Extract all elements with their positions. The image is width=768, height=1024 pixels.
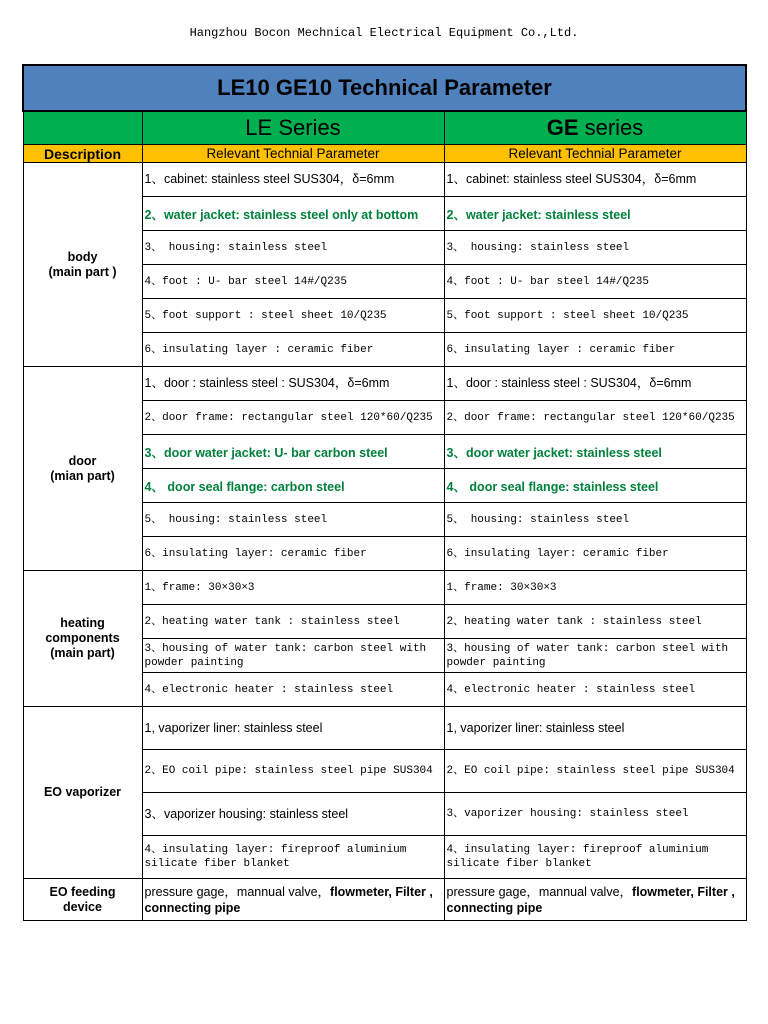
le-cell: 1、cabinet: stainless steel SUS304，δ=6mm	[142, 163, 444, 197]
le-cell: 2、EO coil pipe: stainless steel pipe SUS304	[142, 750, 444, 793]
group-door-line1: door	[68, 453, 97, 468]
ge-cell: 6、insulating layer : ceramic fiber	[444, 333, 746, 367]
ge-cell: 5、 housing: stainless steel	[444, 503, 746, 537]
ge-param-header: Relevant Technial Parameter	[444, 145, 746, 163]
le-cell: 6、insulating layer : ceramic fiber	[142, 333, 444, 367]
group-heating	[23, 571, 142, 707]
group-body	[23, 163, 142, 367]
le-cell: 5、 housing: stainless steel	[142, 503, 444, 537]
ge-cell: 6、insulating layer: ceramic fiber	[444, 537, 746, 571]
header-row	[23, 145, 746, 163]
ge-cell: 1, vaporizer liner: stainless steel	[444, 707, 746, 750]
le-cell: 1, vaporizer liner: stainless steel	[142, 707, 444, 750]
le-cell: 1、frame: 30×30×3	[142, 571, 444, 605]
ge-cell: 4、 door seal flange: stainless steel	[444, 469, 746, 503]
le-cell: 2、heating water tank : stainless steel	[142, 605, 444, 639]
ge-cell: 2、door frame: rectangular steel 120*60/Q235	[444, 401, 746, 435]
ge-cell: 1、cabinet: stainless steel SUS304，δ=6mm	[444, 163, 746, 197]
ge-series-heading	[444, 111, 746, 145]
series-blank-cell	[23, 111, 142, 145]
group-heating-line3: (main part)	[50, 646, 115, 660]
le-series-heading: LE Series	[142, 111, 444, 145]
ge-feeding-bold: flowmeter, Filter , connecting pipe	[446, 884, 735, 915]
le-cell: 3、housing of water tank: carbon steel with powder painting	[142, 639, 444, 673]
table-row	[23, 163, 746, 197]
le-cell: 5、foot support : steel sheet 10/Q235	[142, 299, 444, 333]
ge-cell: 3、vaporizer housing: stainless steel	[444, 793, 746, 836]
ge-cell: 4、foot : U- bar steel 14#/Q235	[444, 265, 746, 299]
group-body-line2: (main part )	[48, 264, 117, 279]
ge-feeding-plain: pressure gage，mannual valve，	[446, 884, 633, 899]
ge-series-bold: GE	[546, 115, 579, 140]
group-vaporizer	[23, 707, 142, 879]
table-row	[23, 367, 746, 401]
le-cell: 3、door water jacket: U- bar carbon steel	[142, 435, 444, 469]
group-body-line1: body	[67, 249, 98, 264]
le-feeding-cell	[142, 879, 444, 921]
ge-cell: 3、housing of water tank: carbon steel with powder painting	[444, 639, 746, 673]
le-feeding-plain: pressure gage，mannual valve，	[144, 884, 331, 899]
table-row	[23, 707, 746, 750]
ge-cell: 4、electronic heater : stainless steel	[444, 673, 746, 707]
le-cell: 4、foot : U- bar steel 14#/Q235	[142, 265, 444, 299]
ge-cell: 2、EO coil pipe: stainless steel pipe SUS304	[444, 750, 746, 793]
ge-cell: 5、foot support : steel sheet 10/Q235	[444, 299, 746, 333]
group-heating-line2: components	[45, 631, 120, 645]
ge-cell: 3、 housing: stainless steel	[444, 231, 746, 265]
ge-cell: 2、heating water tank : stainless steel	[444, 605, 746, 639]
group-door-line2: (mian part)	[50, 468, 115, 483]
le-cell: 3、 housing: stainless steel	[142, 231, 444, 265]
le-cell: 1、door : stainless steel : SUS304，δ=6mm	[142, 367, 444, 401]
le-cell: 2、water jacket: stainless steel only at bottom	[142, 197, 444, 231]
group-feeding-line2: device	[63, 899, 102, 914]
ge-series-rest: series	[578, 115, 644, 140]
le-param-header: Relevant Technial Parameter	[142, 145, 444, 163]
le-cell: 6、insulating layer: ceramic fiber	[142, 537, 444, 571]
table-row	[23, 571, 746, 605]
technical-parameter-table	[22, 64, 747, 921]
ge-cell: 3、door water jacket: stainless steel	[444, 435, 746, 469]
ge-cell: 2、water jacket: stainless steel	[444, 197, 746, 231]
le-cell: 3、vaporizer housing: stainless steel	[142, 793, 444, 836]
ge-feeding-cell	[444, 879, 746, 921]
le-cell: 4、electronic heater : stainless steel	[142, 673, 444, 707]
ge-cell: 4、insulating layer: fireproof aluminium silicate fiber blanket	[444, 836, 746, 879]
le-cell: 4、 door seal flange: carbon steel	[142, 469, 444, 503]
ge-cell: 1、frame: 30×30×3	[444, 571, 746, 605]
ge-cell: 1、door : stainless steel : SUS304，δ=6mm	[444, 367, 746, 401]
table-row	[23, 879, 746, 921]
group-door	[23, 367, 142, 571]
le-cell: 4、insulating layer: fireproof aluminium silicate fiber blanket	[142, 836, 444, 879]
group-vaporizer-line1: EO vaporizer	[43, 785, 122, 799]
table-title: LE10 GE10 Technical Parameter	[23, 65, 746, 111]
company-header: Hangzhou Bocon Mechnical Electrical Equipment Co.,Ltd.	[189, 26, 579, 40]
group-heating-line1: heating	[60, 616, 105, 630]
description-header: Description	[23, 145, 142, 163]
group-feeding-line1: EO feeding	[49, 884, 116, 899]
group-feeding	[23, 879, 142, 921]
table-title-row	[23, 65, 746, 111]
series-row	[23, 111, 746, 145]
le-cell: 2、door frame: rectangular steel 120*60/Q235	[142, 401, 444, 435]
le-feeding-bold: flowmeter, Filter , connecting pipe	[144, 884, 433, 915]
